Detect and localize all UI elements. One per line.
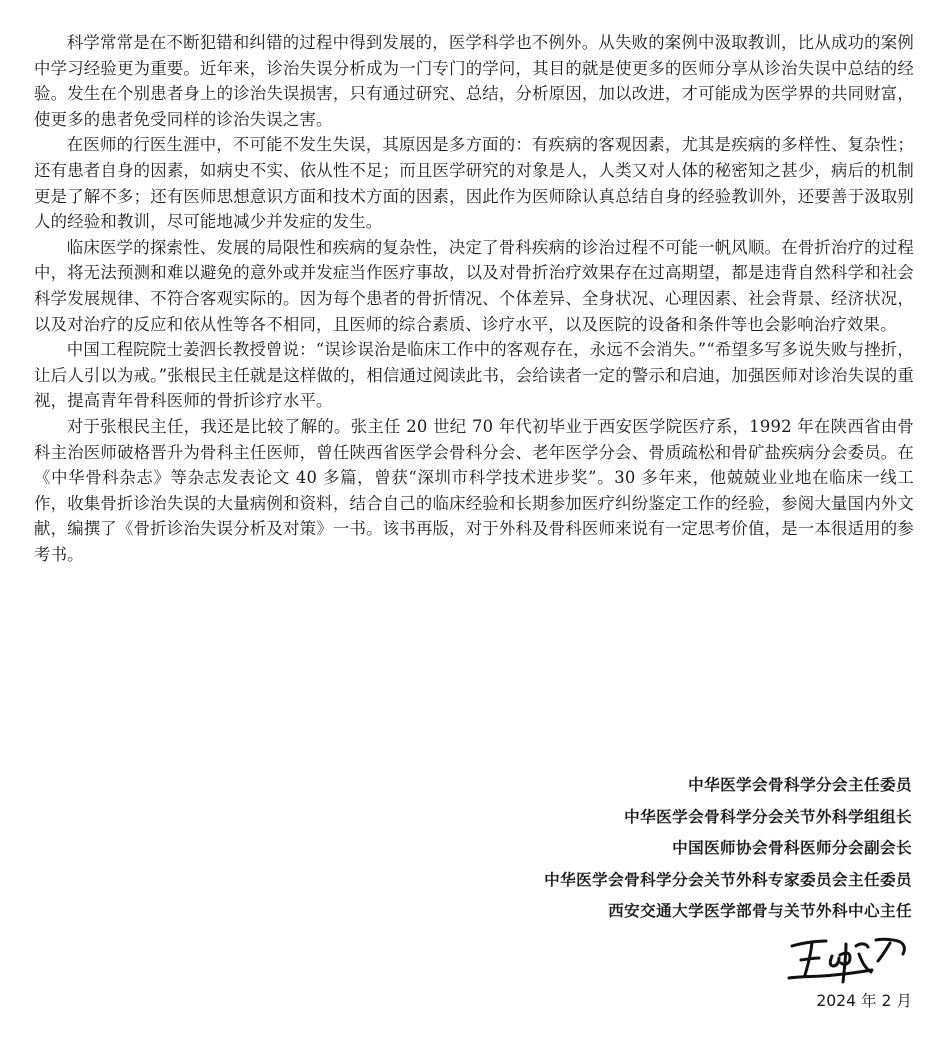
author-title-4: 中华医学会骨科学分会关节外科专家委员会主任委员: [544, 870, 912, 889]
handwritten-signature: [786, 932, 912, 986]
signature-block: [544, 770, 912, 1014]
paragraph-5: 对于张根民主任，我还是比较了解的。张主任 20 世纪 70 年代初毕业于西安医学院医疗系，1992 年在陕西省由骨科主治医师破格晋升为骨科主任医师，曾任陕西省医学会骨科分会、老年医学分会、骨质疏松和骨矿盐疾病分会委员。在《中华骨科杂志》等杂志发表论文 40 多篇，曾获“深圳市科学技术进步奖”。30 多年来，他兢兢业业地在临床一线工作，收集骨折诊治失误的大量病例和资料，结合自己的临床经验和长期参加医疗纠纷鉴定工作的经验，参阅大量国内外文献，编撰了《骨折诊治失误分析及对策》一书。该书再版，对于外科及骨科医师来说有一定思考价值，是一本很适用的参考书。: [34, 416, 914, 564]
author-title-2: 中华医学会骨科学分会关节外科学组组长: [624, 807, 912, 826]
foreword-body: [34, 30, 914, 567]
paragraph-2: 在医师的行医生涯中，不可能不发生失误，其原因是多方面的：有疾病的客观因素，尤其是疾病的多样性、复杂性；还有患者自身的因素，如病史不实、依从性不足；而且医学研究的对象是人，人类又对人体的秘密知之甚少，病后的机制更是了解不多；还有医师思想意识方面和技术方面的因素，因此作为医师除认真总结自身的经验教训外，还要善于汲取别人的经验和教训，尽可能地减少并发症的发生。: [34, 135, 914, 232]
paragraph-4: 中国工程院院士姜泗长教授曾说：“误诊误治是临床工作中的客观存在，永远不会消失。”“希望多写多说失败与挫折，让后人引以为戒。”张根民主任就是这样做的，相信通过阅读此书，会给读者一定的警示和启迪，加强医师对诊治失误的重视，提高青年骨科医师的骨折诊疗水平。: [34, 340, 914, 411]
paragraph-1: 科学常常是在不断犯错和纠错的过程中得到发展的，医学科学也不例外。从失败的案例中汲取教训，比从成功的案例中学习经验更为重要。近年来，诊治失误分析成为一门专门的学问，其目的就是使更多的医师分享从诊治失误中总结的经验。发生在个别患者身上的诊治失误损害，只有通过研究、总结，分析原因，加以改进，才可能成为医学界的共同财富，使更多的患者免受同样的诊治失误之害。: [34, 33, 914, 129]
author-title-1: 中华医学会骨科学分会主任委员: [688, 776, 912, 794]
paragraph-3: 临床医学的探索性、发展的局限性和疾病的复杂性，决定了骨科疾病的诊治过程不可能一帆风顺。在骨折治疗的过程中，将无法预测和难以避免的意外或并发症当作医疗事故，以及对骨折治疗效果存在过高期望，都是违背自然科学和社会科学发展规律、不符合客观实际的。因为每个患者的骨折情况、个体差异、全身状况、心理因素、社会背景、经济状况，以及对治疗的反应和依从性等各不相同，且医师的综合素质、诊疗水平，以及医院的设备和条件等也会影响治疗效果。: [34, 237, 914, 334]
signature-date: 2024 年 2 月: [816, 991, 912, 1010]
author-title-5: 西安交通大学医学部骨与关节外科中心主任: [608, 902, 912, 921]
author-title-3: 中国医师协会骨科医师分会副会长: [672, 839, 912, 858]
